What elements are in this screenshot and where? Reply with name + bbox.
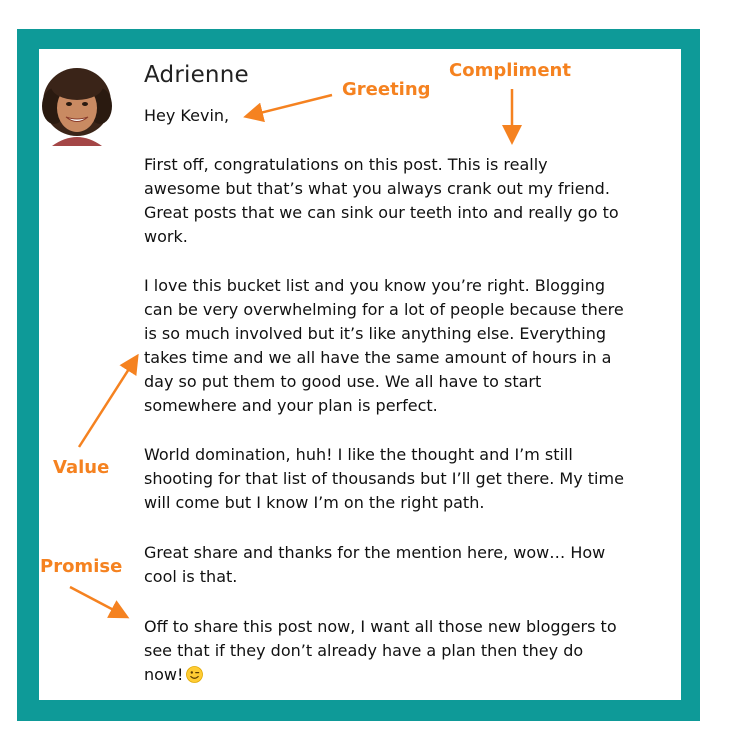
annotation-promise: Promise bbox=[40, 556, 123, 577]
avatar bbox=[40, 66, 114, 146]
promise-text: Off to share this post now, I want all those new bloggers to see that if they don’t already have a plan then they do now! bbox=[144, 617, 617, 684]
wink-emoji-icon bbox=[186, 666, 203, 683]
paragraph-share: Great share and thanks for the mention here, wow… How cool is that. bbox=[144, 543, 606, 586]
annotation-compliment: Compliment bbox=[449, 60, 571, 81]
greeting-text: Hey Kevin, bbox=[144, 106, 230, 125]
paragraph-value: I love this bucket list and you know you’re right. Blogging can be very overwhelming for a lot of people because there is so much involved but it’s like anything else. Everything takes time and we all have the same amount of hours in a day so put them to good use. We all have to start somewhere and your plan is perfect. bbox=[144, 276, 624, 415]
paragraph-compliment: First off, congratulations on this post. This is really awesome but that’s what you always crank out my friend. Great posts that we can sink our teeth into and really go to work. bbox=[144, 155, 619, 246]
paragraph-promise bbox=[144, 615, 624, 687]
annotation-greeting: Greeting bbox=[342, 79, 431, 100]
annotation-value: Value bbox=[53, 457, 110, 478]
comment-author: Adrienne bbox=[144, 62, 249, 88]
paragraph-domination: World domination, huh! I like the thought and I’m still shooting for that list of thousands but I’ll get there. My time will come but I know I’m on the right path. bbox=[144, 445, 624, 512]
